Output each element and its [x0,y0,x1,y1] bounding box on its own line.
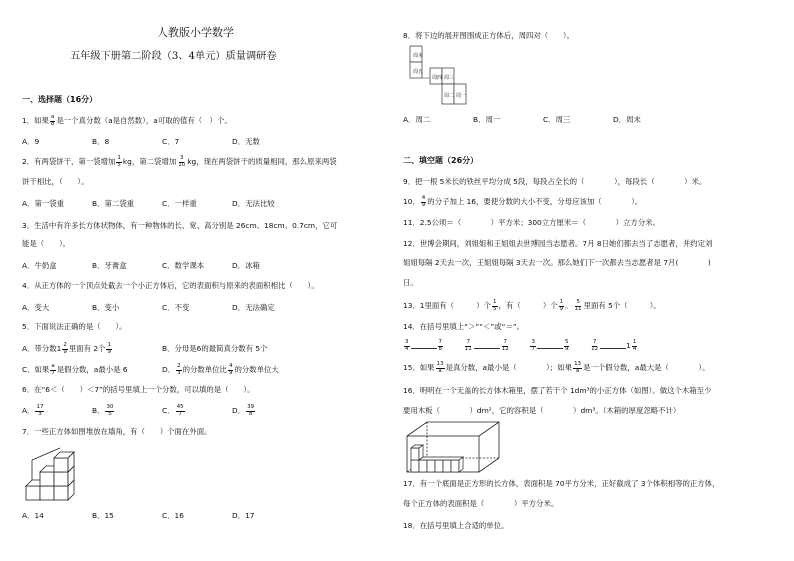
question-10: 10． $\frac{4}{9}$ 的分子加上 16，要使分数的大小不变，分母应该加（ ）。 [403,195,643,208]
section-fill-title: 二、填空题（26分） [403,156,479,165]
question-3-line2: 能是（ ）。 [22,239,71,248]
question-14: 14．在括号里填上“＞”“＜”或“＝”。 [403,322,525,331]
question-4: 4．从正方体的一个顶点处截去一个小正方体后，它的表面积与原来的表面积相比（ ）。 [22,281,319,290]
net-face-label: 周四 [432,75,443,81]
question-12-line2: 姐姐每隔 2天去一次，王姐姐每隔 3天去一次。那么她们下一次都去当志愿者是 7月( ) [403,258,711,267]
q7-option-d[interactable]: D．17 [232,511,255,520]
net-face-label: 周末 [413,53,424,59]
question-17: 17．有一个底面是正方形的长方体，表面积是 70平方分米，正好截成了 3个体积相等的正方体， [403,479,720,488]
q8-option-d[interactable]: D．周末 [613,115,641,124]
question-18: 18．在括号里填上合适的单位。 [403,521,509,530]
q6-option-c[interactable]: C． $\frac{45}{7}$ [162,404,184,417]
q1-option-d[interactable]: D．无数 [232,137,260,146]
q3-option-c[interactable]: C．数学课本 [162,261,205,270]
answer-blank[interactable] [411,340,437,349]
question-11: 11．2.5公顷＝（ ）平方米；300立方厘米＝（ ）立方分米。 [403,218,660,227]
question-3: 3．生活中有许多长方体状物体，有一种物体的长、宽、高分别是 26cm、18cm、0.7cm，它可 [22,221,338,230]
q7-option-b[interactable]: B．15 [92,511,114,520]
q7-option-c[interactable]: C．16 [162,511,184,520]
q5-option-a[interactable]: A．带分数1 $\frac{2}{9}$ 里面有 2个 $\frac{1}{9}$ [22,342,111,355]
q2-option-b[interactable]: B．第二袋重 [92,199,135,208]
net-face-label: 周一 [456,93,467,99]
question-5: 5．下面说法正确的是（ ）。 [22,322,127,331]
answer-blank[interactable] [537,340,563,349]
question-6: 6．在“6＜（ ）＜7”的括号里填上一个分数，可以填的是（ ）。 [22,385,255,394]
q8-option-c[interactable]: C．周三 [543,115,571,124]
q6-option-d[interactable]: D． $\frac{39}{8}$ [232,404,255,417]
question-12-line3: 日。 [403,278,418,287]
question-12: 12．世博会期间，刘姐姐和王姐姐去世博园当志愿者。7月 8日她们都去当了志愿者，并约定刘 [403,239,713,248]
q5-option-b[interactable]: B．分母是6的最简真分数有 5个 [162,344,268,353]
question-15: 15．如果 $\frac{13}{a}$ 是真分数，a最小是（ ）；如果 $\frac{13}{a}$ 是一个假分数，a最大是（ ）。 [403,361,710,374]
net-face-label: 周五 [413,69,424,75]
question-14-comparisons: $\frac{3}{4}$ $\frac{7}{8}$ $\frac{7}{11}$ $\frac{7}{12}$ $\frac{3}{7}$ $\frac{5}{9}$ $\frac{7}{12}$ 1 $\frac{1}{4}$ [405,339,637,352]
question-16-line2: 要用木板（ ）dm²，它的容积是（ ）dm³。（木箱的厚度忽略不计） [403,406,681,415]
q2-option-d[interactable]: D．无法比较 [232,199,275,208]
question-1: 1．如果 $\frac{a}{8}$ 是一个真分数（a是自然数），a可取的值有（ ）个。 [22,114,232,127]
q2-option-c[interactable]: C．一样重 [162,199,197,208]
q3-option-a[interactable]: A．牛奶盒 [22,261,57,270]
question-2-line2: 饼干相比，（ ）。 [22,177,89,186]
question-7: 7．一些正方体如图堆放在墙角，有（ ）个面在外面。 [22,427,212,436]
stacked-cubes-figure [24,440,84,502]
q8-option-a[interactable]: A．周二 [403,115,431,124]
q7-option-a[interactable]: A．14 [22,511,44,520]
exam-title: 人教版小学数学 [157,26,234,39]
q1-option-a[interactable]: A．9 [22,137,40,146]
q5-option-c[interactable]: C．如果 $\frac{a}{7}$ 是假分数，a最小是 6 [22,363,128,376]
question-16: 16．明明在一个无盖的长方体木箱里，摆了若干个 1dm³的小正方体（如图）。做这个木箱至少 [403,386,712,395]
q4-option-d[interactable]: D．无法确定 [232,303,275,312]
question-13: 13．1里面有（ ）个 $\frac{1}{5}$ ，有（ ）个 $\frac{1}{9}$ 。 $\frac{5}{11}$ 里面有 5个（ ）。 [403,299,661,312]
question-2: 2．有两袋饼干，第一袋增加 $\frac{1}{5}$ kg，第二袋增加 $\frac{3}{10}$ kg，现在两袋饼干的质量相同，那么原来两袋 [22,155,337,168]
section-choice-title: 一、选择题（16分） [22,95,98,104]
answer-blank[interactable] [474,340,500,349]
question-17-line2: 每个正方体的表面积是（ ）平方分米。 [403,499,559,508]
q6-option-b[interactable]: B． $\frac{30}{5}$ [92,404,114,417]
question-9: 9．把一根 5米长的铁丝平均分成 5段，每段占全长的（ ），每段长（ ）米。 [403,177,707,186]
q2-option-a[interactable]: A．第一袋重 [22,199,65,208]
q8-option-b[interactable]: B．周一 [473,115,501,124]
q4-option-a[interactable]: A．变大 [22,303,50,312]
fraction: $\frac{a}{8}$ [50,114,55,127]
open-box-figure [405,420,505,476]
q4-option-b[interactable]: B．变小 [92,303,120,312]
q3-option-d[interactable]: D．冰箱 [232,261,260,270]
q6-option-a[interactable]: A． $\frac{17}{3}$ [22,404,44,417]
q1-option-c[interactable]: C．7 [162,137,180,146]
q1-option-b[interactable]: B．8 [92,137,110,146]
q4-option-c[interactable]: C．不变 [162,303,190,312]
exam-subtitle: 五年级下册第二阶段（3、4单元）质量调研卷 [70,51,277,62]
q3-option-b[interactable]: B．牙膏盒 [92,261,127,270]
net-face-label: 周三 [444,75,455,81]
question-8: 8．将下边的展开图围成正方体后，周四对（ ）。 [403,31,574,40]
cube-net-figure [406,44,496,110]
q5-option-d[interactable]: D． $\frac{2}{3}$ 的分数单位比 $\frac{4}{9}$ 的分数单位大 [162,363,279,376]
answer-blank[interactable] [600,340,626,349]
net-face-label: 周二 [444,93,455,99]
